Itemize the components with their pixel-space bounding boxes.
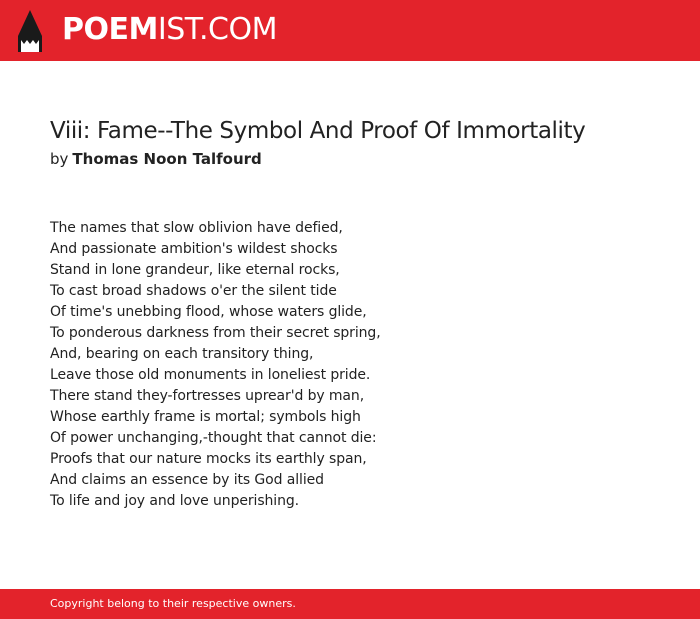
- poem-line: And, bearing on each transitory thing,: [50, 346, 314, 362]
- poem-line: Stand in lone grandeur, like eternal rocks,: [50, 262, 340, 278]
- poem-line: And claims an essence by its God allied: [50, 472, 324, 488]
- poem-line: Of time's unebbing flood, whose waters glide,: [50, 304, 367, 320]
- copyright-notice: Copyright belong to their respective owners.: [50, 597, 296, 610]
- logo-bold-text: POEM: [62, 12, 158, 47]
- byline: [50, 148, 670, 170]
- poem-line: Proofs that our nature mocks its earthly span,: [50, 451, 367, 467]
- by-label: by: [50, 150, 69, 168]
- poem-line: To cast broad shadows o'er the silent tide: [50, 283, 337, 299]
- poem-line: And passionate ambition's wildest shocks: [50, 241, 338, 257]
- poem-line: To life and joy and love unperishing.: [50, 493, 299, 509]
- poem-header: [50, 114, 670, 170]
- site-footer: [0, 589, 700, 619]
- site-header: [0, 0, 700, 61]
- author-name: Thomas Noon Talfourd: [72, 150, 262, 168]
- poem-line: To ponderous darkness from their secret spring,: [50, 325, 381, 341]
- poem-line: There stand they-fortresses uprear'd by man,: [50, 388, 365, 404]
- logo-light-text: IST.COM: [157, 12, 277, 47]
- poem-body: [50, 218, 650, 512]
- poem-line: Whose earthly frame is mortal; symbols high: [50, 409, 361, 425]
- pencil-tip-icon[interactable]: [18, 10, 42, 52]
- poem-line: Of power unchanging,-thought that cannot die:: [50, 430, 377, 446]
- poem-line: The names that slow oblivion have defied,: [50, 220, 343, 236]
- poem-title: Viii: Fame--The Symbol And Proof Of Immortality: [50, 118, 586, 144]
- site-logo[interactable]: [62, 12, 277, 48]
- poem-line: Leave those old monuments in loneliest pride.: [50, 367, 371, 383]
